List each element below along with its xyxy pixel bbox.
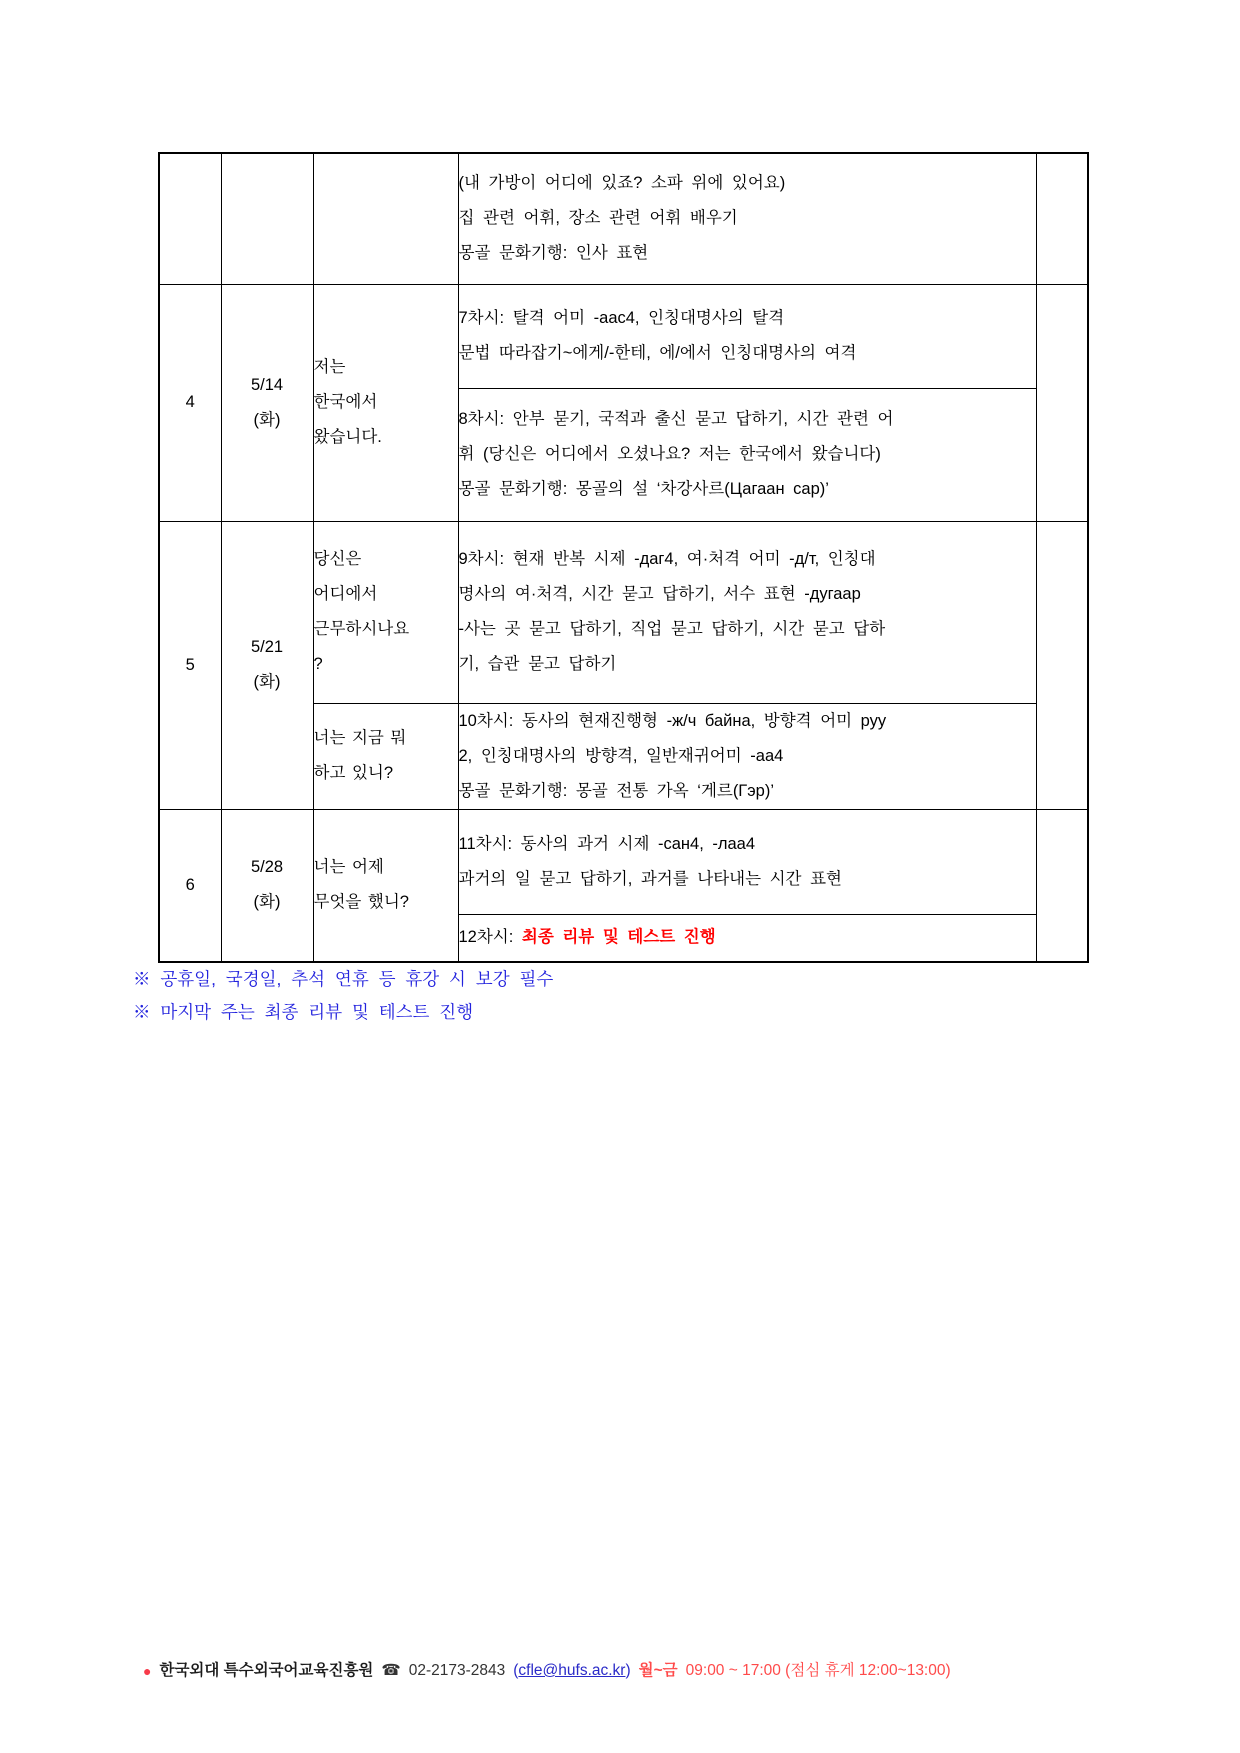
bullet-icon: ●: [143, 1663, 152, 1679]
remarks-cell: [1036, 521, 1088, 809]
content-cell: [458, 521, 1036, 703]
paren-close: ): [625, 1662, 631, 1679]
organization-name: 한국외대 특수외국어교육진흥원: [159, 1662, 374, 1679]
content-line: 8차시: 안부 묻기, 국적과 출신 묻고 답하기, 시간 관련 어: [458, 410, 894, 428]
content-line: 명사의 여·처격, 시간 묻고 답하기, 서수 표현 -дугаар: [458, 585, 861, 603]
note-line: ※ 마지막 주는 최종 리뷰 및 테스트 진행: [133, 1002, 474, 1022]
date-line: (화): [253, 893, 281, 912]
session-prefix: 12차시:: [458, 928, 522, 947]
date-line: (화): [253, 410, 281, 429]
table-row: [159, 153, 1088, 284]
date-line: 5/14: [250, 375, 284, 394]
content-cell-final-review: [458, 914, 1036, 962]
footnotes: [133, 963, 553, 1029]
content-cell: [458, 388, 1036, 521]
table-row: [159, 521, 1088, 703]
office-hours: 09:00 ~ 17:00 (점심 휴게 12:00~13:00): [685, 1662, 951, 1679]
remarks-cell: [1036, 284, 1088, 521]
content-line: 10차시: 동사의 현재진행형 -ж/ч байна, 방향격 어미 руу: [458, 711, 887, 730]
date-cell: [221, 284, 313, 521]
date-cell: [221, 809, 313, 962]
office-days: 월~금: [638, 1662, 678, 1679]
week-cell: [159, 521, 221, 809]
content-line: 기, 습관 묻고 답하기: [458, 655, 617, 673]
week-number: 6: [185, 875, 195, 894]
title-cell: [313, 284, 458, 521]
content-line: [459, 920, 1036, 955]
phone-icon: ☎: [381, 1662, 401, 1679]
content-line: 9차시: 현재 반복 시제 -даг4, 여·처격 어미 -д/т, 인칭대: [458, 550, 876, 568]
content-line: (내 가방이 어디에 있죠? 소파 위에 있어요): [458, 174, 786, 193]
week-cell: [159, 809, 221, 962]
email-wrap: [513, 1660, 630, 1682]
content-line: -사는 곳 묻고 답하기, 직업 묻고 답하기, 시간 묻고 답하: [458, 620, 886, 638]
date-line: 5/21: [250, 638, 284, 656]
title-line: 당신은: [313, 550, 362, 568]
title-cell: [313, 809, 458, 962]
title-line: 무엇을 했니?: [313, 893, 409, 912]
week-cell: [159, 284, 221, 521]
paren-open: (: [513, 1662, 519, 1679]
content-cell: [458, 284, 1036, 388]
week-number: 4: [185, 393, 195, 411]
email-link[interactable]: cfle@hufs.ac.kr: [518, 1662, 626, 1679]
table-row: [159, 809, 1088, 914]
note-line: ※ 공휴일, 국경일, 추석 연휴 등 휴강 시 보강 필수: [133, 969, 554, 989]
syllabus-table: [158, 152, 1089, 963]
content-line: 2, 인칭대명사의 방향격, 일반재귀어미 -аа4: [458, 746, 784, 765]
content-line: 몽골 문화기행: 몽골 전통 가옥 ‘게르(Гэр)’: [458, 781, 775, 800]
content-line: 몽골 문화기행: 몽골의 설 ‘차강사르(Цагаан сар)’: [458, 480, 829, 498]
week-number: 5: [185, 655, 195, 674]
content-line: 문법 따라잡기~에게/-한테, 에/에서 인칭대명사의 여격: [458, 344, 857, 362]
content-line: 7차시: 탈격 어미 -аас4, 인칭대명사의 탈격: [458, 309, 785, 327]
date-cell: [221, 521, 313, 809]
content-cell: [458, 809, 1036, 914]
title-cell: [313, 521, 458, 703]
content-line: 휘 (당신은 어디에서 오셨나요? 저는 한국에서 왔습니다): [458, 445, 881, 463]
date-line: (화): [253, 673, 281, 691]
title-line: ?: [313, 655, 323, 673]
content-cell: [458, 703, 1036, 809]
content-line: 11차시: 동사의 과거 시제 -сан4, -лаа4: [458, 834, 756, 853]
title-line: 왔습니다.: [313, 428, 382, 446]
content-line: 과거의 일 묻고 답하기, 과거를 나타내는 시간 표현: [458, 869, 842, 888]
phone-number: 02-2173-2843: [408, 1662, 506, 1679]
page-footer: [143, 1660, 951, 1682]
content-line: 몽골 문화기행: 인사 표현: [458, 244, 649, 263]
title-cell: [313, 703, 458, 809]
title-line: 저는: [313, 358, 346, 376]
remarks-cell: [1036, 153, 1088, 284]
content-cell: [458, 153, 1036, 284]
title-line: 어디에서: [313, 585, 378, 603]
week-cell: [159, 153, 221, 284]
title-line: 하고 있니?: [313, 764, 394, 782]
title-line: 너는 어제: [313, 858, 384, 877]
content-line: 집 관련 어휘, 장소 관련 어휘 배우기: [458, 209, 738, 228]
title-line: 너는 지금 뭐: [313, 729, 407, 747]
title-line: 근무하시나요: [313, 620, 410, 638]
final-review-highlight: 최종 리뷰 및 테스트 진행: [521, 928, 716, 947]
date-line: 5/28: [250, 858, 284, 877]
title-cell: [313, 153, 458, 284]
title-line: 한국에서: [313, 393, 378, 411]
remarks-cell: [1036, 809, 1088, 962]
table-row: [159, 284, 1088, 388]
date-cell: [221, 153, 313, 284]
